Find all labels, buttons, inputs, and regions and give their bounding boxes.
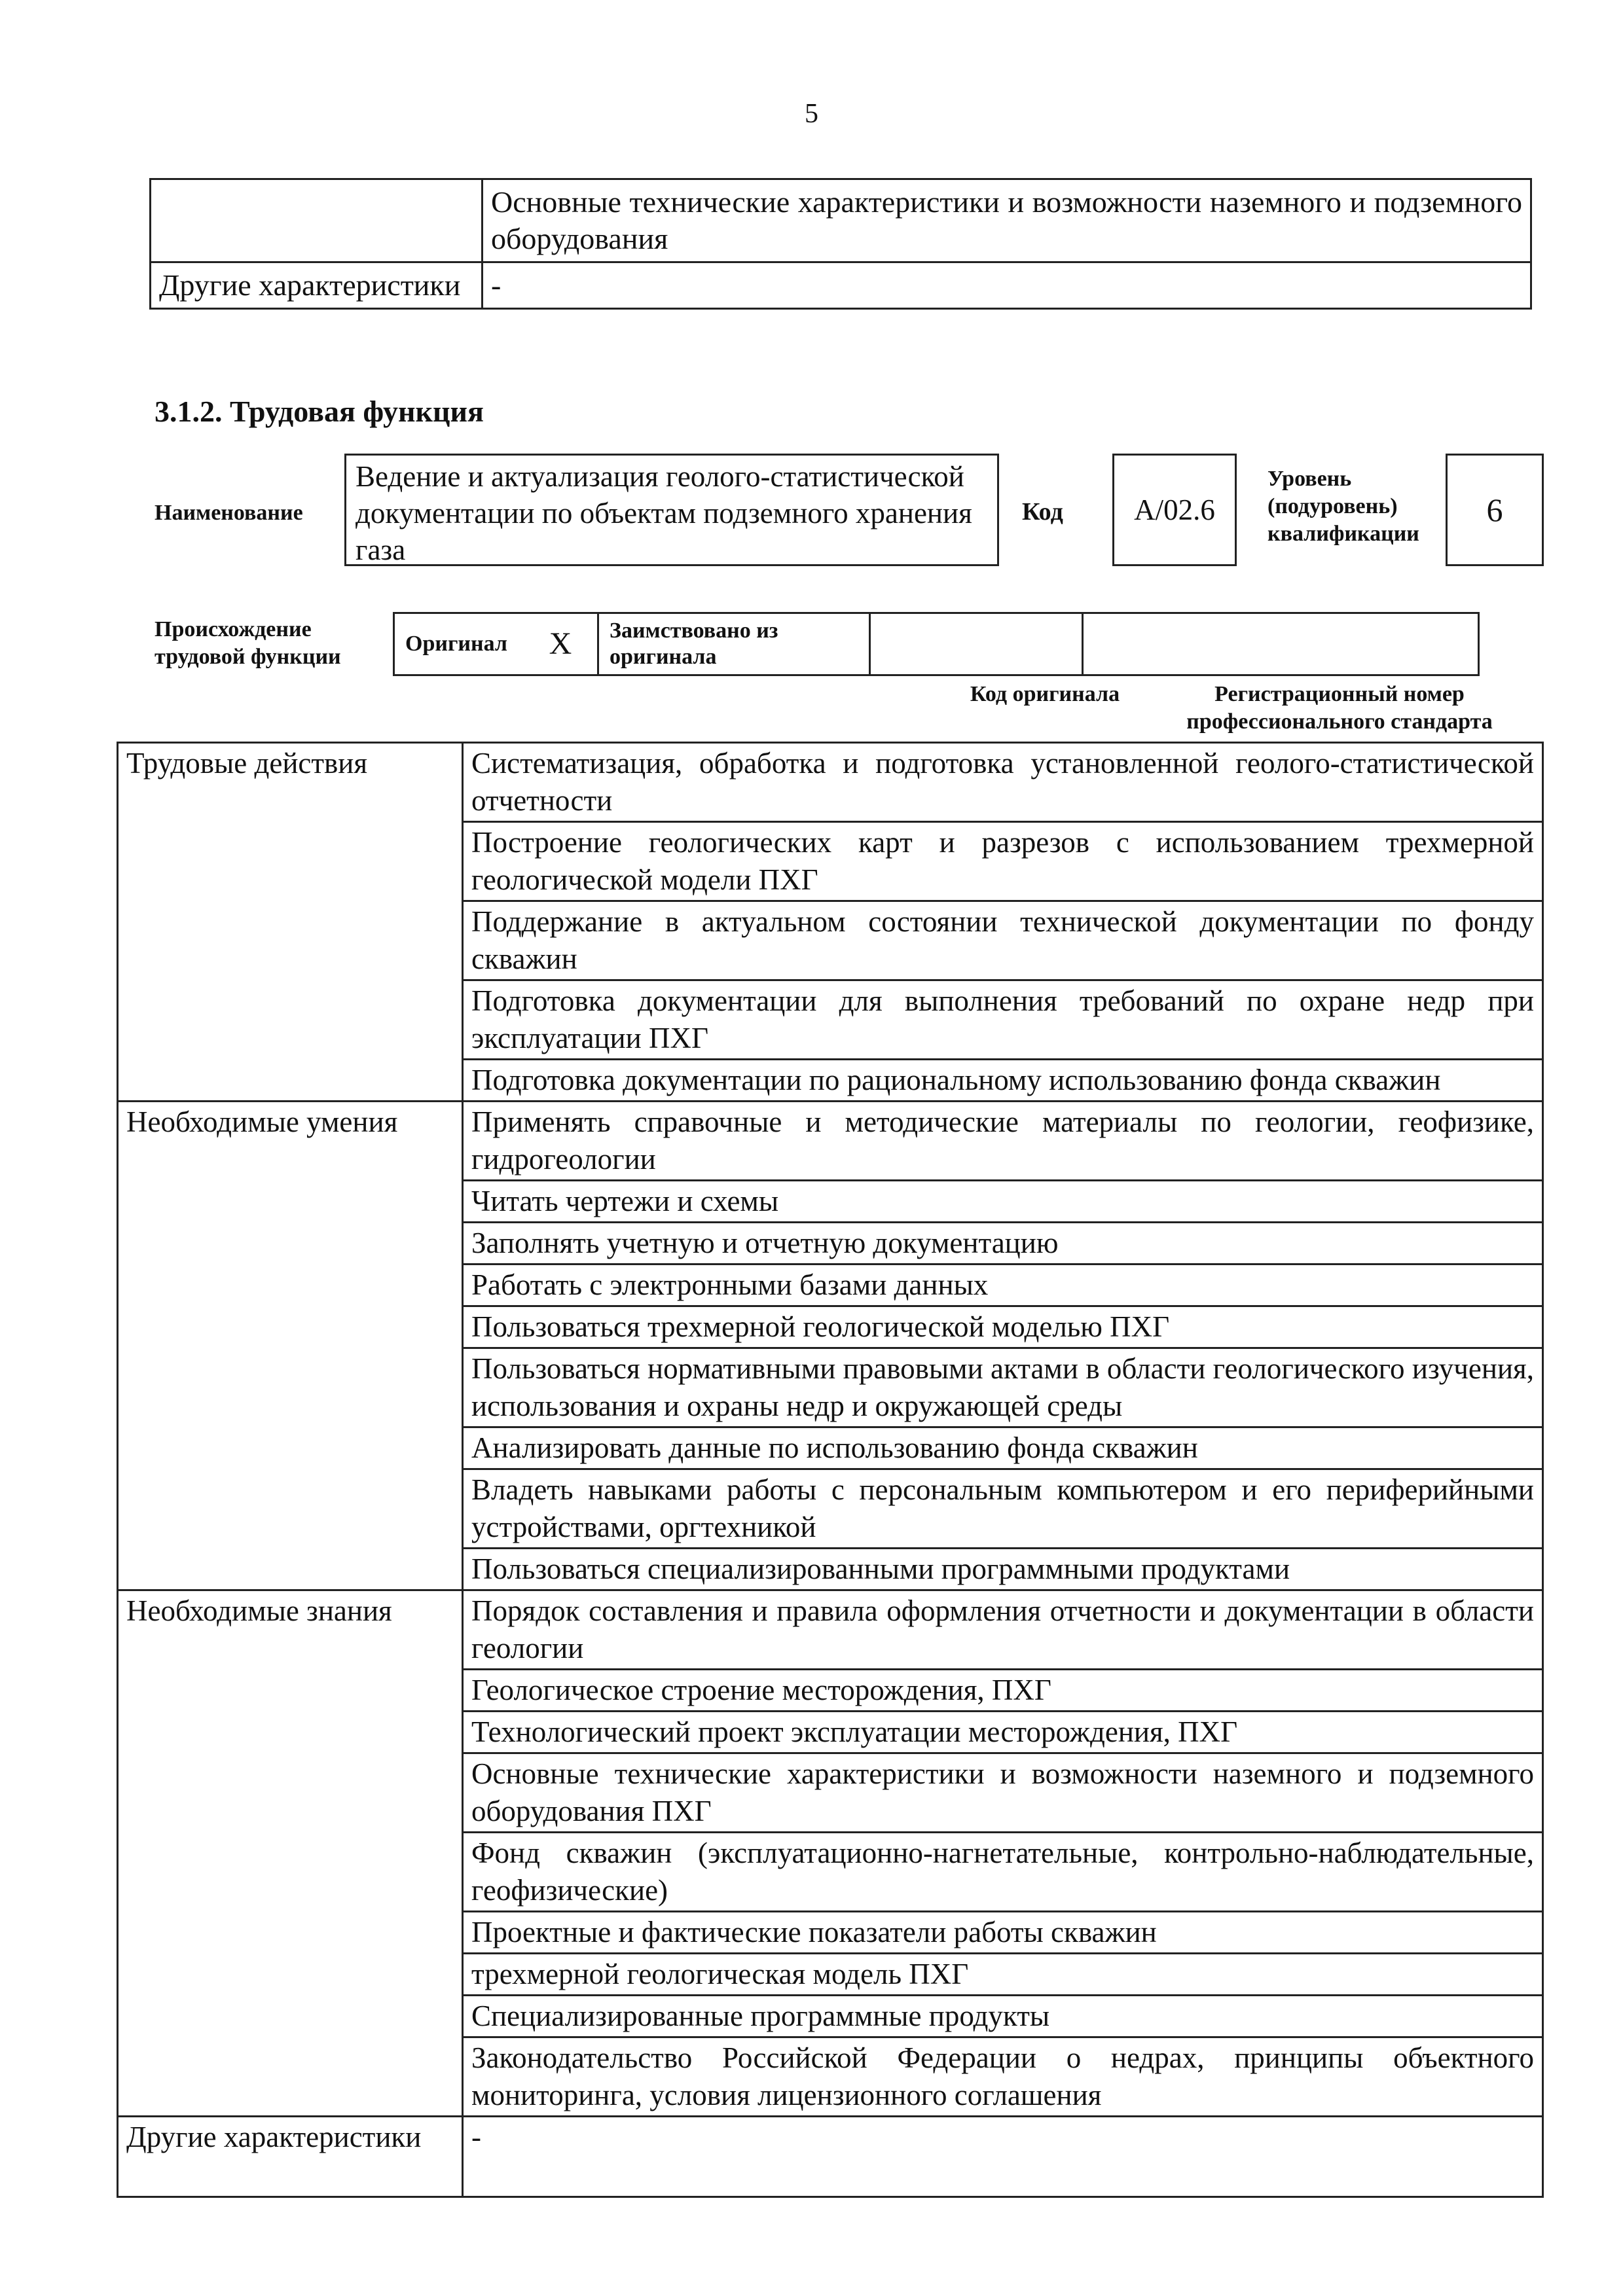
- knowledge-item: трехмерной геологическая модель ПХГ: [463, 1954, 1543, 1996]
- knowledge-item: Законодательство Российской Федерации о недрах, принципы объектного мониторинга, условия лицензионного соглашения: [463, 2037, 1543, 2117]
- skill-item: Пользоваться нормативными правовыми актами в области геологического изучения, использования и охраны недр и окружающей среды: [463, 1348, 1543, 1427]
- skill-item: Пользоваться трехмерной геологической моделью ПХГ: [463, 1306, 1543, 1348]
- skills-label: Необходимые умения: [118, 1102, 463, 1590]
- section-title: 3.1.2. Трудовая функция: [155, 395, 484, 428]
- table-row: [394, 613, 1479, 675]
- code-original-caption: Код оригинала: [970, 682, 1120, 706]
- knowledge-item: Специализированные программные продукты: [463, 1996, 1543, 2037]
- page-number: 5: [805, 99, 818, 129]
- labor-action-item: Построение геологических карт и разрезов с использованием трехмерной геологической модели ПХГ: [463, 822, 1543, 901]
- knowledge-item: Технологический проект эксплуатации месторождения, ПХГ: [463, 1712, 1543, 1753]
- reg-number-cell: [1083, 613, 1479, 675]
- continued-item: Основные технические характеристики и возможности наземного и подземного оборудования: [483, 179, 1531, 262]
- knowledge-item: Проектные и фактические показатели работы скважин: [463, 1912, 1543, 1954]
- table-row: [151, 179, 1531, 262]
- original-label: Оригинал: [394, 613, 524, 675]
- continued-table: [149, 178, 1532, 310]
- name-label: Наименование: [155, 501, 303, 525]
- function-details-table: [117, 742, 1544, 2198]
- table-row: [118, 2117, 1543, 2197]
- other-characteristics-label: Другие характеристики: [118, 2117, 463, 2197]
- labor-action-item: Подготовка документации для выполнения требований по охране недр при эксплуатации ПХГ: [463, 980, 1543, 1060]
- table-row: [118, 1590, 1543, 1670]
- reg-number-caption: Регистрационный номер профессионального стандарта: [1186, 682, 1493, 734]
- knowledge-label: Необходимые знания: [118, 1590, 463, 2117]
- other-characteristics-value: -: [483, 262, 1531, 309]
- skill-item: Анализировать данные по использованию фонда скважин: [463, 1427, 1543, 1469]
- skill-item: Заполнять учетную и отчетную документацию: [463, 1223, 1543, 1265]
- table-row: [118, 743, 1543, 822]
- table-row: [118, 1102, 1543, 1181]
- level-label: Уровень (подуровень) квалификации: [1267, 467, 1419, 546]
- labor-action-item: Поддержание в актуальном состоянии технической документации по фонду скважин: [463, 901, 1543, 980]
- skill-item: Читать чертежи и схемы: [463, 1181, 1543, 1223]
- code-original-cell: [870, 613, 1083, 675]
- skill-item: Работать с электронными базами данных: [463, 1265, 1543, 1306]
- function-name-row: [155, 454, 1549, 578]
- origin-label: Происхождение трудовой функции: [155, 617, 341, 669]
- other-characteristics-label: Другие характеристики: [151, 262, 483, 309]
- labor-actions-label: Трудовые действия: [118, 743, 463, 1102]
- knowledge-item: Основные технические характеристики и возможности наземного и подземного оборудования ПХГ: [463, 1753, 1543, 1833]
- knowledge-item: Геологическое строение месторождения, ПХГ: [463, 1670, 1543, 1712]
- skill-item: Пользоваться специализированными программными продуктами: [463, 1549, 1543, 1590]
- labor-action-item: Подготовка документации по рациональному использованию фонда скважин: [463, 1060, 1543, 1102]
- skill-item: Применять справочные и методические материалы по геологии, геофизике, гидрогеологии: [463, 1102, 1543, 1181]
- other-characteristics-value: -: [463, 2117, 1543, 2197]
- code-label: Код: [1022, 498, 1063, 526]
- skill-item: Владеть навыками работы с персональным компьютером и его периферийными устройствами, оргтехникой: [463, 1469, 1543, 1549]
- table-row: [151, 262, 1531, 309]
- borrowed-label: Заимствовано из оригинала: [598, 613, 870, 675]
- knowledge-item: Фонд скважин (эксплуатационно-нагнетательные, контрольно-наблюдательные, геофизические): [463, 1833, 1543, 1912]
- table-cell-empty: [151, 179, 483, 262]
- function-name-value: Ведение и актуализация геолого-статистической документации по объектам подземного хранения газа: [344, 454, 999, 566]
- labor-action-item: Систематизация, обработка и подготовка установленной геолого-статистической отчетности: [463, 743, 1543, 822]
- origin-table: [393, 612, 1480, 676]
- level-value: 6: [1446, 454, 1544, 566]
- code-value: А/02.6: [1112, 454, 1237, 566]
- origin-row: [155, 612, 1549, 734]
- original-mark: X: [524, 613, 598, 675]
- knowledge-item: Порядок составления и правила оформления отчетности и документации в области геологии: [463, 1590, 1543, 1670]
